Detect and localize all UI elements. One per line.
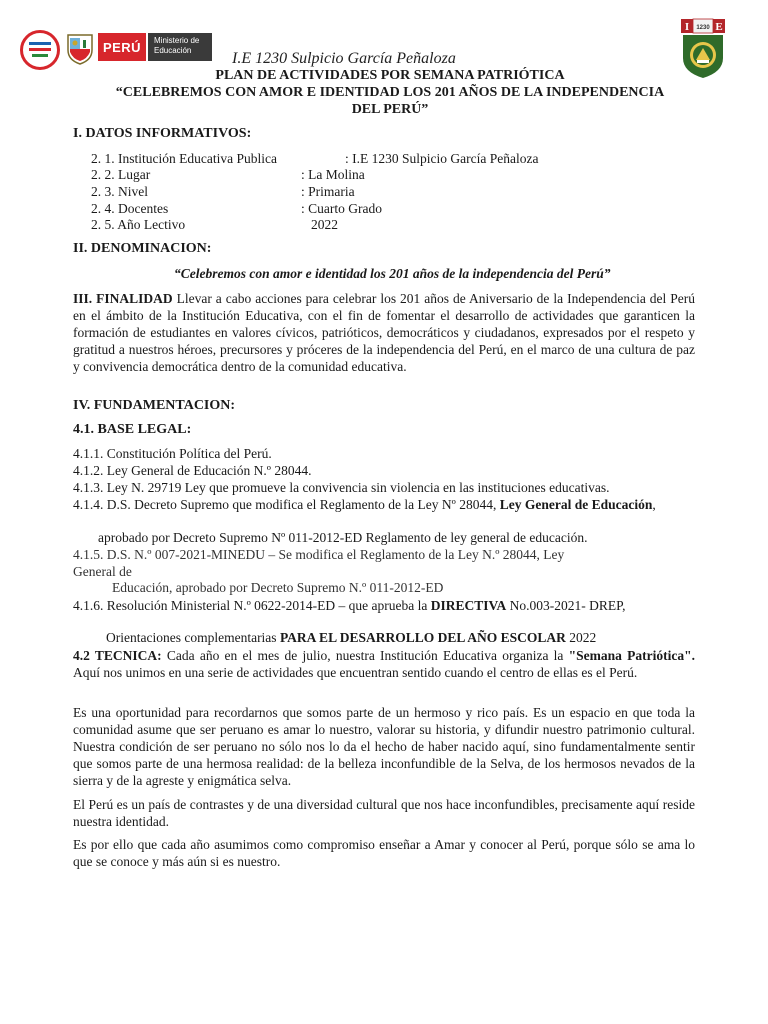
section-heading-denominacion: II. DENOMINACION: — [73, 241, 212, 256]
tecnica-heading: 4.2 TECNICA: — [73, 648, 162, 663]
body-paragraph-3: Es por ello que cada año asumimos como compromiso enseñar a Amar y conocer al Perú, porque sólo se ama lo que se conoce y más aún si es nuestro. — [73, 837, 695, 869]
info-value-institution: : I.E 1230 Sulpicio García Peñaloza — [345, 151, 539, 166]
info-label-institution: 2. 1. Institución Educativa Publica — [91, 151, 277, 166]
finalidad-heading: III. FINALIDAD — [73, 291, 173, 306]
crest-letter-left: I — [684, 21, 690, 33]
legal-item-4-text: 4.1.4. D.S. Decreto Supremo que modifica el Reglamento de la Ley Nº 28044, — [73, 497, 497, 512]
tecnica-text-2: Aquí nos unimos en una serie de actividades que encuentran sentido cuando el centro de ellas es el Perú. — [73, 665, 638, 680]
info-label-teachers: 2. 4. Docentes — [91, 201, 169, 216]
finalidad-paragraph — [73, 290, 695, 375]
tecnica-bold: "Semana Patriótica". — [568, 648, 695, 663]
legal-item-1: 4.1.1. Constitución Política del Perú. — [73, 446, 272, 461]
info-value-teachers: : Cuarto Grado — [301, 201, 382, 216]
section-heading-datos: I. DATOS INFORMATIVOS: — [73, 126, 252, 141]
tecnica-paragraph — [73, 647, 695, 681]
info-label-place: 2. 2. Lugar — [91, 167, 151, 182]
plan-subtitle-line-1: “CELEBREMOS CON AMOR E IDENTIDAD LOS 201 AÑOS DE LA INDEPENDENCIA — [115, 85, 665, 100]
legal-item-2: 4.1.2. Ley General de Educación N.º 28044. — [73, 463, 312, 478]
info-value-year: 2022 — [311, 217, 338, 232]
legal-item-6-drep: DREP, — [589, 598, 626, 613]
info-label-year: 2. 5. Año Lectivo — [91, 217, 186, 232]
legal-item-6-orientaciones: Orientaciones complementarias — [106, 630, 277, 645]
tecnica-text-1: Cada año en el mes de julio, nuestra Institución Educativa organiza la — [166, 648, 564, 663]
legal-item-6-number: No.003-2021- — [509, 598, 586, 613]
info-value-level: : Primaria — [301, 184, 355, 199]
finalidad-text: Llevar a cabo acciones para celebrar los 201 años de Aniversario de la Independencia del Perú en el ámbito de la Institución Educativa, con el fin de fomentar el desarrollo de actividades que garanticen la formación de estudiantes en valores cívicos, patrióticos, democráticos y ciudadanos, expresados por el respeto y gratitud a nuestros héroes, precursores y próceres de la independencia del Perú, en el marco de una cultura de paz y convivencia democrática dentro de la comunidad educativa. — [73, 291, 696, 374]
crest-number: 1230 — [696, 25, 710, 31]
legal-item-6-text: 4.1.6. Resolución Ministerial N.º 0622-2014-ED – que aprueba la — [73, 598, 428, 613]
info-value-place: : La Molina — [301, 167, 365, 182]
legal-item-5-wrap: General de — [73, 564, 132, 579]
legal-item-4-comma: , — [652, 497, 656, 512]
legal-item-5: 4.1.5. D.S. N.º 007-2021-MINEDU – Se modifica el Reglamento de la Ley N.º 28044, Ley — [73, 547, 565, 562]
legal-item-6-bold: DIRECTIVA — [430, 598, 507, 613]
plan-subtitle-line-2: DEL PERÚ” — [351, 102, 429, 117]
legal-item-6 — [73, 597, 695, 614]
base-legal-heading: 4.1. BASE LEGAL: — [73, 422, 192, 437]
ministry-line-2: Educación — [154, 46, 192, 55]
school-name: I.E 1230 Sulpicio García Peñaloza — [232, 50, 456, 67]
section-heading-fundamentacion: IV. FUNDAMENTACION: — [73, 398, 236, 413]
plan-title: PLAN DE ACTIVIDADES POR SEMANA PATRIÓTICA — [215, 68, 565, 83]
body-paragraph-2: El Perú es un país de contrastes y de una diversidad cultural que nos hace inconfundibles, precisamente aquí reside nuestra identidad. — [73, 797, 695, 829]
education-logo-icon — [20, 30, 60, 70]
ministry-line-1: Ministerio de — [154, 36, 200, 45]
legal-item-6-bold-2: PARA EL DESARROLLO DEL AÑO ESCOLAR — [279, 630, 566, 645]
legal-item-6-continuation — [106, 630, 596, 646]
coat-of-arms-icon — [65, 32, 95, 66]
legal-item-4-continuation: aprobado por Decreto Supremo Nº 011-2012-ED Reglamento de ley general de educación. — [98, 530, 588, 545]
body-paragraph-1: Es una oportunidad para recordarnos que somos parte de un hermoso y rico país. Es un espacio en que toda la comunidad asume que ser peruano es amar lo nuestro, valorar su historia, y difundir nuestro patrimonio cultural. Nuestra condición de ser peruano no sólo nos lo da el hecho de haber nacido aquí, sino fundamentalmente sentir que somos parte de una hermosa realidad: de la belleza inconfundible de la Selva, de los hermosos nevados de la sierra y de la agreste y enigmática selva. — [73, 705, 695, 788]
ministry-brand-box — [148, 33, 212, 61]
crest-letter-right: E — [715, 21, 723, 33]
legal-item-4-bold-2: Educación — [591, 497, 653, 512]
legal-item-5-continuation: Educación, aprobado por Decreto Supremo N.º 011-2012-ED — [112, 580, 444, 595]
legal-item-6-year: 2022 — [569, 630, 597, 645]
peru-brand-box: PERÚ — [98, 33, 146, 61]
denomination-text: “Celebremos con amor e identidad los 201 años de la independencia del Perú” — [174, 266, 611, 281]
info-label-level: 2. 3. Nivel — [91, 184, 148, 199]
legal-item-3: 4.1.3. Ley N. 29719 Ley que promueve la convivencia sin violencia en las instituciones educativas. — [73, 480, 610, 495]
legal-item-4-bold: Ley General de — [499, 497, 589, 512]
legal-item-4 — [73, 496, 695, 513]
